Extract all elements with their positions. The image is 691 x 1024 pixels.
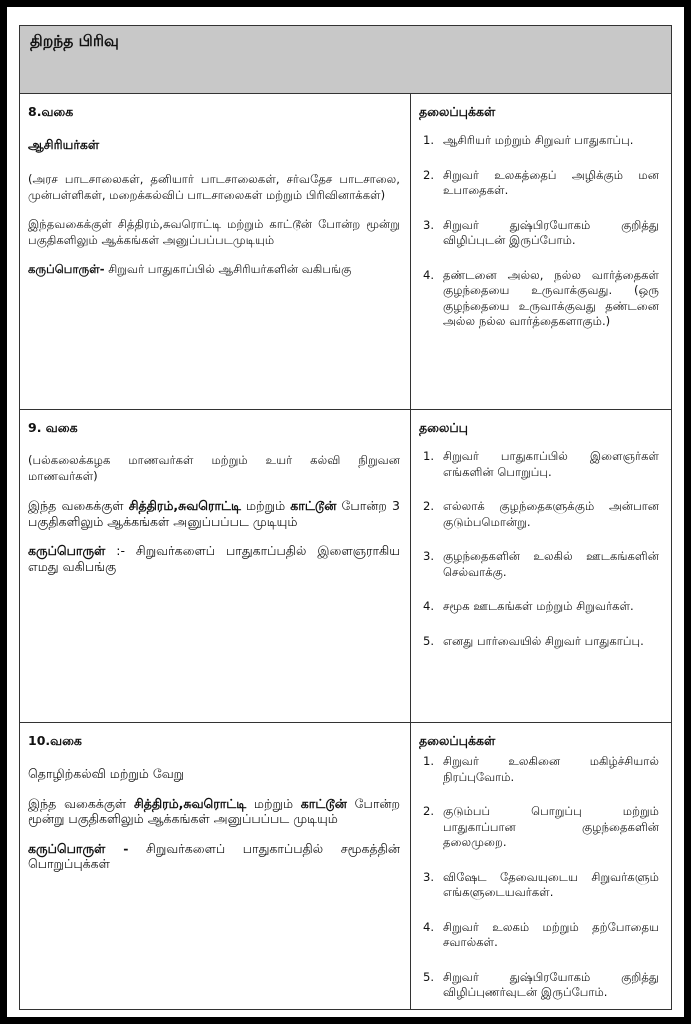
category-8-row [20,94,671,410]
category-8-label: 8.வகை [28,104,74,119]
theme-text: சிறுவர் பாதுகாப்பில் ஆசிரியர்களின் வகிபங்கு [104,262,352,276]
list-item: 5. சிறுவர் துஷ்பிரயோகம் குறித்து விழிப்புணர்வுடன் இருப்போம். [423,969,659,999]
topics-list [419,449,659,649]
category-8-paragraph-2: இந்தவகைக்குள் சித்திரம்,சுவரொட்டி மற்றும் காட்டூன் போன்ற மூன்று பகுதிகளிலும் ஆக்கங்கள் அனுப்பப்படமுடியும் [28,217,400,247]
theme-label: கருப்பொருள்- [28,262,105,276]
list-item: 3. சிறுவர் துஷ்பிரயோகம் குறித்து விழிப்புடன் இருப்போம். [423,217,659,247]
list-item: 1. ஆசிரியர் மற்றும் சிறுவர் பாதுகாப்பு. [423,133,634,147]
theme-label: கருப்பொருள் - [28,840,129,856]
list-item: 5. எனது பார்வையில் சிறுவர் பாதுகாப்பு. [423,633,644,648]
category-10-paragraph-2: இந்த வகைக்குள் சித்திரம்,சுவரொட்டி மற்றும் காட்டூன் போன்ற மூன்று பகுதிகளிலும் ஆக்கங்கள் அனுப்பப்பட முடியும் [28,795,401,826]
list-item: 2. எல்லாக் குழந்தைகளுக்கும் அன்பான குடும்பமொன்று. [423,499,659,529]
category-9-paragraph-1: (பல்கலைக்கழக மாணவர்கள் மற்றும் உயர் கல்வி நிறுவன மாணவர்கள்) [28,453,400,483]
topics-list [419,754,659,1001]
category-9-label: 9. வகை [28,420,78,435]
list-item: 4. சமூக ஊடகங்கள் மற்றும் சிறுவர்கள். [423,599,634,613]
list-item: 2. குடும்பப் பொறுப்பு மற்றும் பாதுகாப்பான குழந்தைகளின் தலைமுறை. [423,804,659,849]
list-item: 3. குழந்தைகளின் உலகில் ஊடகங்களின் செல்வாக்கு. [423,549,659,579]
topics-title: தலைப்புக்கள் [419,104,496,119]
category-10-row [20,723,671,1010]
theme-label: கருப்பொருள் [28,543,106,558]
category-8-subtitle: ஆசிரியர்கள் [28,137,100,152]
category-8-theme [28,262,400,278]
category-9-paragraph-2: இந்த வகைக்குள் சித்திரம்,சுவரொட்டி மற்றும் காட்டூன் போன்ற 3 பகுதிகளிலும் ஆக்கங்கள் அனுப்பப்பட முடியும் [28,498,400,529]
category-10-description [20,723,411,1010]
theme-text: :- சிறுவர்களைப் பாதுகாப்பதில் இளைஞராகிய எமது வகிபங்கு [28,543,400,574]
table-header [20,26,671,94]
topics-list [419,133,659,330]
category-9-row [20,410,671,723]
list-item: 4. தண்டனை அல்ல, நல்ல வார்த்தைகள் குழந்தையை உருவாக்குவது. (ஒரு குழந்தையை உருவாக்குவது தண்டனை அல்ல நல்ல வார்த்தைகளாகும்.) [423,267,659,328]
list-item: 1. சிறுவர் பாதுகாப்பில் இளைஞர்கள் எங்களின் பொறுப்பு. [423,449,659,479]
category-8-topics [411,94,671,409]
category-9-theme [28,543,400,574]
category-9-description [20,410,411,722]
category-10-label: 10.வகை [28,733,82,748]
list-item: 4. சிறுவர் உலகம் மற்றும் தற்போதைய சவால்கள். [423,919,659,949]
topics-title: தலைப்பு [419,420,468,435]
list-item: 2. சிறுவர் உலகத்தைப் அழிக்கும் மன உபாதைகள். [423,167,659,197]
page [7,7,684,1017]
category-8-description [20,94,411,409]
category-10-topics [411,723,671,1010]
topics-title: தலைப்புக்கள் [419,733,496,748]
category-10-paragraph-1: தொழிற்கல்வி மற்றும் வேறு [28,766,185,781]
category-8-paragraph-1: (அரச பாடசாலைகள், தனியார் பாடசாலைகள், சர்வதேச பாடசாலை, முன்பள்ளிகள், மறைக்கல்விப் பாடசாலைகள் மற்றும் பிரிவினாக்கள்) [28,172,400,202]
list-item: 1. சிறுவர் உலகினை மகிழ்ச்சியால் நிரப்புவோம். [423,754,659,784]
list-item: 3. விஷேட தேவையுடைய சிறுவர்களும் எங்களுடையவர்கள். [423,869,659,899]
theme-text: சிறுவர்களைப் பாதுகாப்பதில் சமூகத்தின் பொறுப்புக்கள் [28,840,400,871]
document-table [19,25,672,1010]
category-10-theme [28,841,400,872]
category-9-topics [411,410,671,722]
page-title: திறந்த பிரிவு [30,32,119,50]
